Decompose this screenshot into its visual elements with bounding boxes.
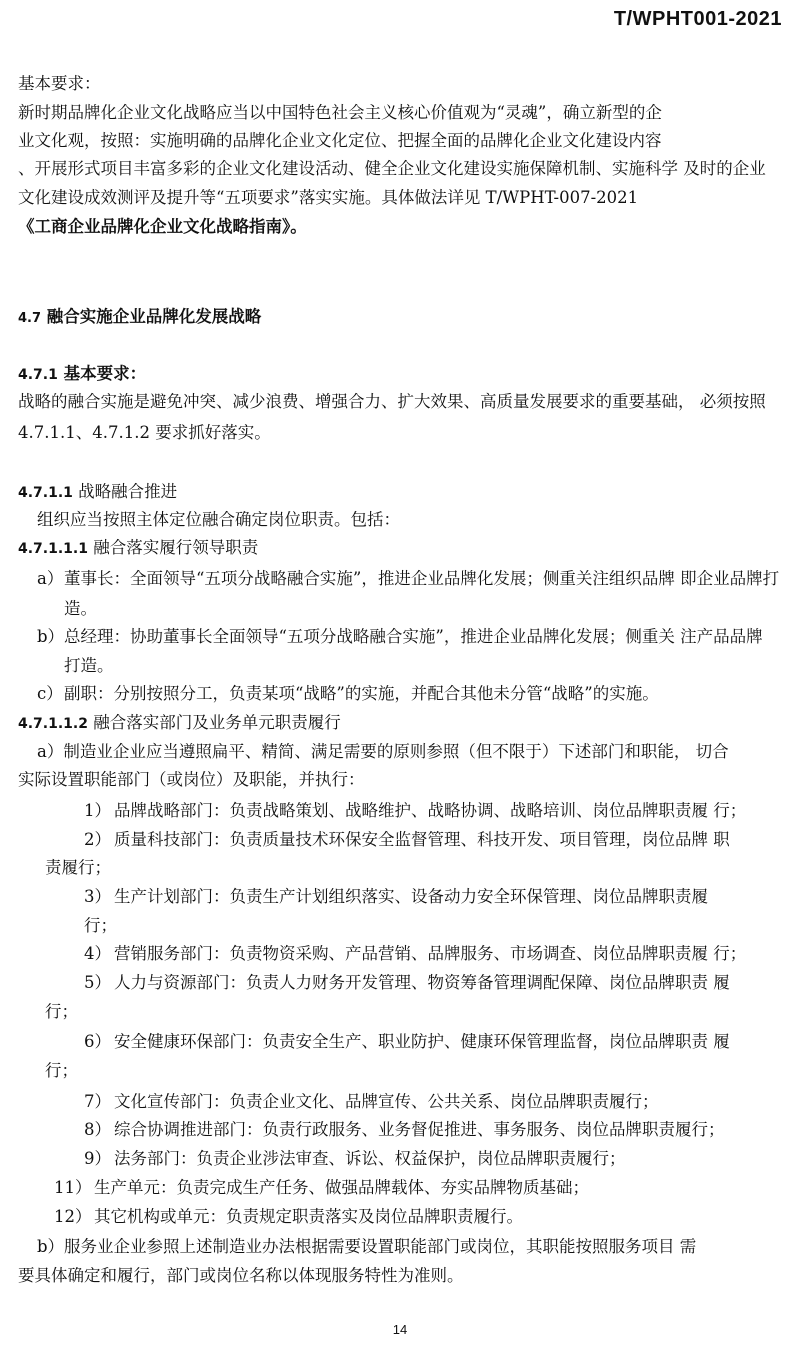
dept-line: 综合协调推进部门：负责行政服务、业务督促推进、事务服务、岗位品牌职责履行； [114, 1120, 725, 1139]
dept-line: 营销服务部门：负责物资采购、产品营销、品牌服务、市场调查、岗位品牌职责履 行； [114, 944, 747, 963]
subsection-number: 4.7.1 [18, 367, 58, 383]
dept-marker: 11） [54, 1178, 92, 1197]
dept-line: 文化宣传部门：负责企业文化、品牌宣传、公共关系、岗位品牌职责履行； [114, 1092, 659, 1111]
subsection-title: 基本要求： [63, 364, 147, 383]
dept-line: 其它机构或单元：负责规定职责落实及岗位品牌职责履行。 [94, 1207, 523, 1226]
dept-marker: 2） [84, 830, 111, 849]
paragraph-line: 实际设置职能部门（或岗位）及职能，并执行： [18, 770, 365, 789]
list-item-line: 副职：分别按照分工，负责某项“战略”的实施，并配合其他未分管“战略”的实施。 [64, 684, 659, 703]
dept-marker: 7） [84, 1092, 111, 1111]
list-marker: b） [37, 627, 65, 646]
dept-marker: 8） [84, 1120, 111, 1139]
dept-marker: 6） [84, 1032, 111, 1051]
dept-marker: 9） [84, 1149, 111, 1168]
subclause-title: 融合落实部门及业务单元职责履行 [93, 713, 341, 732]
dept-line: 行； [45, 1061, 78, 1080]
intro-line: 业文化观，按照：实施明确的品牌化企业文化定位、把握全面的品牌化企业文化建设内容 [18, 131, 662, 150]
clause-title: 战略融合推进 [78, 482, 178, 501]
list-item-line: 打造。 [64, 656, 114, 675]
paragraph-line: b）服务业企业参照上述制造业办法根据需要设置职能部门或岗位，其职能按照服务项目 需 [37, 1237, 697, 1256]
dept-line: 行； [45, 1002, 78, 1021]
section-number: 4.7 [18, 311, 42, 326]
list-item-line: 造。 [64, 599, 97, 618]
subclause-heading [18, 538, 258, 559]
dept-line: 行； [84, 916, 117, 935]
subsection-heading [18, 364, 146, 385]
dept-line: 生产单元：负责完成生产任务、做强品牌载体、夯实品牌物质基础； [94, 1178, 589, 1197]
dept-line: 质量科技部门：负责质量技术环保安全监督管理、科技开发、项目管理，岗位品牌 职 [114, 830, 730, 849]
list-marker: c） [37, 684, 63, 703]
section-title: 融合实施企业品牌化发展战略 [46, 307, 262, 326]
paragraph-line: 要具体确定和履行，部门或岗位名称以体现服务特性为准则。 [18, 1266, 464, 1285]
dept-line: 生产计划部门：负责生产计划组织落实、设备动力安全环保管理、岗位品牌职责履 [114, 887, 708, 906]
dept-marker: 12） [54, 1207, 92, 1226]
dept-line: 法务部门：负责企业涉法审查、诉讼、权益保护，岗位品牌职责履行； [114, 1149, 626, 1168]
intro-line: 《工商企业品牌化企业文化战略指南》。 [18, 217, 307, 236]
subclause-number: 4.7.1.1.1 [18, 541, 88, 557]
document-code: T/WPHT001-2021 [613, 8, 782, 30]
intro-line: 文化建设成效测评及提升等“五项要求”落实实施。具体做法详见 T/WPHT-007-2021 [18, 188, 639, 207]
intro-line: 、开展形式项目丰富多彩的企业文化建设活动、健全企业文化建设实施保障机制、实施科学 及时的企业 [18, 159, 766, 178]
list-item-line: 董事长：全面领导“五项分战略融合实施”，推进企业品牌化发展；侧重关注组织品牌 即企业品牌打 [64, 569, 780, 588]
dept-line: 人力与资源部门：负责人力财务开发管理、物资筹备管理调配保障、岗位品牌职责 履 [114, 973, 730, 992]
intro-label: 基本要求： [18, 74, 101, 93]
dept-line: 品牌战略部门：负责战略策划、战略维护、战略协调、战略培训、岗位品牌职责履 行； [114, 801, 747, 820]
clause-number: 4.7.1.1 [18, 485, 73, 501]
section-heading [18, 307, 261, 329]
subclause-heading [18, 713, 341, 734]
dept-marker: 1） [84, 801, 111, 820]
dept-line: 安全健康环保部门：负责安全生产、职业防护、健康环保管理监督，岗位品牌职责 履 [114, 1032, 730, 1051]
dept-marker: 5） [84, 973, 111, 992]
subclause-number: 4.7.1.1.2 [18, 716, 88, 732]
page-number: 14 [392, 1322, 408, 1337]
subclause-title: 融合落实履行领导职责 [93, 538, 259, 557]
paragraph-line: 4.7.1.1、4.7.1.2 要求抓好落实。 [18, 423, 271, 442]
list-marker: a） [37, 569, 64, 588]
paragraph-line: a）制造业企业应当遵照扁平、精简、满足需要的原则参照（但不限于）下述部门和职能， 切合 [37, 742, 729, 761]
paragraph-line: 战略的融合实施是避免冲突、减少浪费、增强合力、扩大效果、高质量发展要求的重要基础， 必须按照 [18, 392, 766, 411]
dept-line: 责履行； [45, 858, 111, 877]
dept-marker: 4） [84, 944, 111, 963]
clause-intro: 组织应当按照主体定位融合确定岗位职责。包括： [37, 510, 400, 529]
list-item-line: 总经理：协助董事长全面领导“五项分战略融合实施”，推进企业品牌化发展；侧重关 注产品品牌 [64, 627, 763, 646]
clause-heading [18, 482, 177, 503]
dept-marker: 3） [84, 887, 111, 906]
intro-line: 新时期品牌化企业文化战略应当以中国特色社会主义核心价值观为“灵魂”，确立新型的企 [18, 103, 662, 122]
